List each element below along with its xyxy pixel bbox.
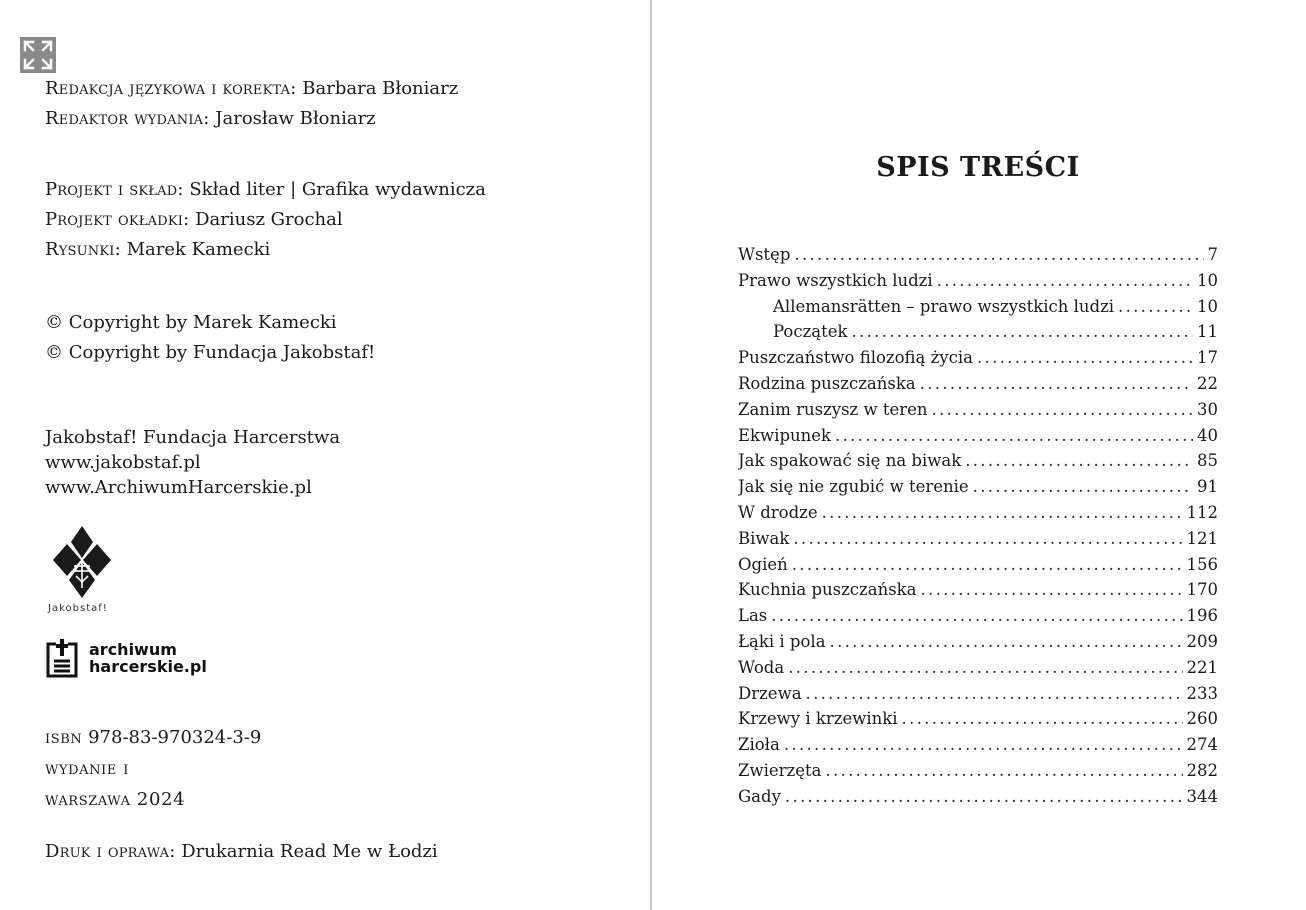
toc-entry[interactable] <box>738 526 1218 552</box>
toc-entry-page: 85 <box>1197 451 1218 471</box>
toc-leader-dots <box>806 681 1183 707</box>
toc-entry-label: Zioła <box>738 735 780 755</box>
copyright-line: © Copyright by Fundacja Jakobstaf! <box>45 342 376 363</box>
toc-leader-dots <box>920 371 1193 397</box>
page-divider <box>650 0 652 910</box>
toc-entry[interactable] <box>738 371 1218 397</box>
imprint-edition-editor <box>45 108 376 130</box>
toc-entry[interactable] <box>738 500 1218 526</box>
archive-document-icon <box>45 637 79 679</box>
toc-leader-dots <box>794 242 1203 268</box>
toc-entry[interactable] <box>738 474 1218 500</box>
toc-leader-dots <box>932 397 1193 423</box>
toc-entry-label: Puszczaństwo filozofią życia <box>738 348 973 368</box>
toc-entry-label: Łąki i pola <box>738 631 826 651</box>
imprint-value: Jarosław Błoniarz <box>215 108 376 129</box>
toc-leader-dots <box>784 732 1183 758</box>
isbn-line <box>45 727 261 749</box>
toc-entry-label: Drzewa <box>738 683 802 703</box>
toc-entry-label: Zwierzęta <box>738 760 822 780</box>
toc-entry-label: Biwak <box>738 528 790 548</box>
toc-entry-label: Krzewy i krzewinki <box>738 709 898 729</box>
toc-leader-dots <box>830 629 1183 655</box>
toc-entry-page: 7 <box>1207 245 1218 264</box>
toc-entry[interactable] <box>738 423 1218 449</box>
toc-entry-page: 11 <box>1197 322 1218 342</box>
toc-entry-label: Zanim ruszysz w teren <box>738 399 928 419</box>
toc-entry-page: 260 <box>1186 709 1218 729</box>
toc-leader-dots <box>792 552 1183 578</box>
toc-entry[interactable] <box>738 706 1218 732</box>
toc-leader-dots <box>977 345 1193 371</box>
toc-entry-label: Allemansrätten – prawo wszystkich ludzi <box>773 296 1115 316</box>
imprint-value: Marek Kamecki <box>126 239 271 260</box>
toc-entry-label: Początek <box>773 322 848 342</box>
toc-entry[interactable] <box>738 629 1218 655</box>
toc-entry-page: 344 <box>1186 786 1218 806</box>
edition-line: wydanie i <box>45 758 130 779</box>
toc-leader-dots <box>921 577 1183 603</box>
toc-list <box>738 242 1218 810</box>
imprint-value: Skład liter | Grafika wydawnicza <box>189 179 486 200</box>
toc-entry-page: 30 <box>1197 399 1218 419</box>
toc-entry-page: 10 <box>1197 270 1218 290</box>
toc-entry-label: Jak się nie zgubić w terenie <box>738 477 969 497</box>
toc-entry-page: 209 <box>1186 631 1218 651</box>
toc-entry[interactable] <box>738 577 1218 603</box>
isbn-value: 978-83-970324-3-9 <box>88 727 262 748</box>
toc-entry-page: 121 <box>1186 528 1218 548</box>
toc-entry[interactable] <box>738 681 1218 707</box>
toc-leader-dots <box>785 784 1183 810</box>
imprint-label: Redakcja językowa i korekta: <box>45 78 297 99</box>
toc-entry-label: Rodzina puszczańska <box>738 373 916 393</box>
toc-entry-label: Wstęp <box>738 245 791 264</box>
imprint-design <box>45 179 486 201</box>
toc-leader-dots <box>822 500 1183 526</box>
toc-entry[interactable] <box>738 732 1218 758</box>
toc-leader-dots <box>825 758 1182 784</box>
toc-title: SPIS TREŚCI <box>876 152 1080 183</box>
toc-entry[interactable] <box>738 552 1218 578</box>
toc-entry[interactable] <box>738 397 1218 423</box>
toc-entry-page: 112 <box>1186 502 1218 522</box>
copyright-line: © Copyright by Marek Kamecki <box>45 312 337 333</box>
toc-entry-label: Jak spakować się na biwak <box>738 451 962 471</box>
toc-entry-page: 40 <box>1197 425 1218 445</box>
toc-leader-dots <box>965 448 1193 474</box>
toc-entry-label: Kuchnia puszczańska <box>738 580 917 600</box>
toc-entry-page: 10 <box>1197 296 1218 316</box>
imprint-value: Dariusz Grochal <box>195 209 343 230</box>
toc-entry[interactable] <box>738 345 1218 371</box>
toc-entry-label: Ekwipunek <box>738 425 832 445</box>
toc-entry-page: 156 <box>1186 554 1218 574</box>
toc-leader-dots <box>835 423 1193 449</box>
archiwum-logo-text <box>89 641 207 675</box>
imprint-label: Redaktor wydania: <box>45 108 210 129</box>
toc-entry-label: Las <box>738 606 768 626</box>
imprint-drawings <box>45 239 270 261</box>
imprint-value: Barbara Błoniarz <box>302 78 459 99</box>
imprint-language-editing <box>45 78 458 100</box>
toc-entry-label: Woda <box>738 657 785 677</box>
publisher-name: Jakobstaf! Fundacja Harcerstwa <box>45 427 341 448</box>
toc-entry[interactable] <box>738 784 1218 810</box>
toc-entry-label: Ogień <box>738 554 788 574</box>
toc-entry[interactable] <box>738 655 1218 681</box>
toc-entry-page: 274 <box>1186 735 1218 755</box>
imprint-value: Drukarnia Read Me w Łodzi <box>181 841 438 862</box>
imprint-cover <box>45 209 343 231</box>
toc-entry[interactable] <box>738 758 1218 784</box>
toc-entry[interactable] <box>738 603 1218 629</box>
publisher-url: www.ArchiwumHarcerskie.pl <box>45 477 312 498</box>
toc-entry-page: 91 <box>1197 477 1218 497</box>
place-year-line: warszawa 2024 <box>45 789 186 810</box>
toc-entry-page: 196 <box>1186 606 1218 626</box>
toc-entry-label: Prawo wszystkich ludzi <box>738 270 933 290</box>
toc-leader-dots <box>788 655 1182 681</box>
archiwum-harcerskie-logo <box>45 637 205 679</box>
isbn-label: isbn <box>45 727 83 748</box>
imprint-label: Druk i oprawa: <box>45 841 176 862</box>
toc-entry[interactable] <box>738 319 1218 345</box>
toc-entry[interactable] <box>738 242 1218 268</box>
toc-entry-page: 22 <box>1197 373 1218 393</box>
toc-entry-label: Gady <box>738 786 781 806</box>
toc-entry-page: 170 <box>1186 580 1218 600</box>
imprint-label: Projekt i skład: <box>45 179 184 200</box>
toc-leader-dots <box>793 526 1182 552</box>
toc-leader-dots <box>1118 294 1193 320</box>
toc-entry-page: 17 <box>1197 348 1218 368</box>
imprint-label: Rysunki: <box>45 239 121 260</box>
toc-leader-dots <box>973 474 1193 500</box>
toc-leader-dots <box>937 268 1193 294</box>
imprint-label: Projekt okładki: <box>45 209 190 230</box>
archiwum-logo-line: harcerskie.pl <box>89 657 207 676</box>
toc-leader-dots <box>852 319 1193 345</box>
archiwum-logo-line: archiwum <box>89 640 177 659</box>
toc-entry-page: 221 <box>1186 657 1218 677</box>
toc-leader-dots <box>902 706 1183 732</box>
toc-entry-page: 233 <box>1186 683 1218 703</box>
toc-entry-label: W drodze <box>738 502 818 522</box>
toc-entry[interactable] <box>738 294 1218 320</box>
toc-entry-page: 282 <box>1186 760 1218 780</box>
toc-entry[interactable] <box>738 448 1218 474</box>
jakobstaf-logo-label: Jakobstaf! <box>48 603 108 614</box>
print-line <box>45 841 438 863</box>
publisher-url: www.jakobstaf.pl <box>45 452 201 473</box>
toc-entry[interactable] <box>738 268 1218 294</box>
imprint-page <box>45 0 635 910</box>
toc-leader-dots <box>771 603 1182 629</box>
